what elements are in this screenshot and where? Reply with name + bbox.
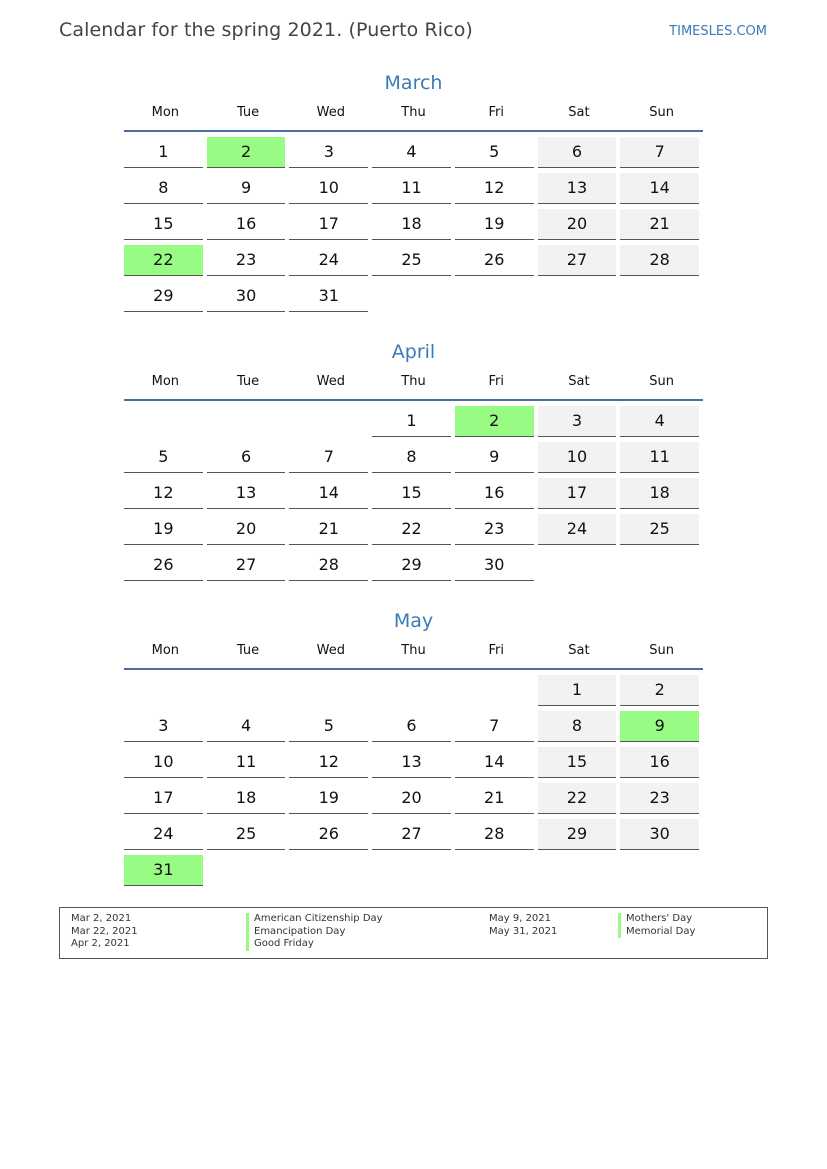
week-row: [124, 514, 703, 550]
day-cell: 1: [538, 675, 617, 706]
day-cell: 17: [538, 478, 617, 509]
legend-holiday-name: Mothers' Day: [618, 913, 695, 926]
day-cell: 24: [289, 245, 368, 276]
week-row: [124, 819, 703, 855]
day-cell: 28: [455, 819, 534, 850]
weeks-grid: [124, 670, 703, 891]
day-cell: 23: [455, 514, 534, 545]
day-cell: 22: [538, 783, 617, 814]
day-cell: 21: [620, 209, 699, 240]
weekday-label: Fri: [488, 374, 504, 389]
day-cell: 4: [372, 137, 451, 168]
day-cell: 16: [620, 747, 699, 778]
holiday-day-cell: 31: [124, 855, 203, 886]
month-name: March: [384, 72, 443, 94]
day-cell: 23: [207, 245, 286, 276]
day-cell: 15: [538, 747, 617, 778]
legend-date: May 31, 2021: [489, 925, 558, 937]
week-row: [124, 442, 703, 478]
weekday-label: Sun: [649, 643, 675, 658]
day-cell: 10: [289, 173, 368, 204]
empty-day-cell: [207, 406, 286, 436]
day-cell: 8: [124, 173, 203, 204]
weekday-label: Fri: [488, 643, 504, 658]
day-cell: 12: [124, 478, 203, 509]
day-cell: 11: [207, 747, 286, 778]
day-cell: 29: [124, 281, 203, 312]
week-row: [124, 281, 703, 317]
day-cell: 28: [289, 550, 368, 581]
empty-day-cell: [455, 855, 534, 885]
day-cell: 14: [620, 173, 699, 204]
legend-date: Mar 2, 2021: [71, 913, 132, 924]
weekday-label: Thu: [401, 105, 426, 120]
day-cell: 4: [620, 406, 699, 437]
day-cell: 16: [207, 209, 286, 240]
week-row: [124, 478, 703, 514]
day-cell: 5: [289, 711, 368, 742]
day-cell: 6: [538, 137, 617, 168]
holiday-day-cell: 22: [124, 245, 203, 276]
empty-day-cell: [538, 855, 617, 885]
day-cell: 9: [455, 442, 534, 473]
day-cell: 15: [372, 478, 451, 509]
site-link[interactable]: TIMESLES.COM: [669, 24, 767, 39]
weekday-label: Sat: [568, 374, 590, 389]
weekday-label: Thu: [401, 643, 426, 658]
day-cell: 25: [620, 514, 699, 545]
month-march: [124, 68, 703, 317]
weekday-label: Mon: [151, 643, 180, 658]
week-row: [124, 406, 703, 442]
empty-day-cell: [289, 406, 368, 436]
day-cell: 24: [538, 514, 617, 545]
day-cell: 8: [372, 442, 451, 473]
weekday-label: Sun: [649, 374, 675, 389]
day-cell: 31: [289, 281, 368, 312]
weekday-label: Fri: [488, 105, 504, 120]
week-row: [124, 173, 703, 209]
day-cell: 8: [538, 711, 617, 742]
day-cell: 19: [289, 783, 368, 814]
day-cell: 21: [455, 783, 534, 814]
legend-holiday-name: Good Friday: [246, 938, 383, 951]
holiday-day-cell: 9: [620, 711, 699, 742]
weekday-label: Sat: [568, 643, 590, 658]
weekday-header: [124, 105, 703, 132]
empty-day-cell: [372, 855, 451, 885]
page-title: Calendar for the spring 2021. (Puerto Rico): [59, 19, 473, 41]
empty-day-cell: [455, 675, 534, 705]
day-cell: 16: [455, 478, 534, 509]
week-row: [124, 747, 703, 783]
week-row: [124, 245, 703, 281]
weeks-grid: [124, 132, 703, 317]
day-cell: 9: [207, 173, 286, 204]
month-name: May: [393, 610, 434, 632]
day-cell: 29: [538, 819, 617, 850]
day-cell: 2: [620, 675, 699, 706]
day-cell: 6: [372, 711, 451, 742]
weekday-label: Tue: [236, 105, 260, 120]
day-cell: 17: [289, 209, 368, 240]
weekday-label: Sun: [649, 105, 675, 120]
day-cell: 3: [538, 406, 617, 437]
day-cell: 7: [620, 137, 699, 168]
week-row: [124, 209, 703, 245]
empty-day-cell: [455, 281, 534, 311]
day-cell: 18: [620, 478, 699, 509]
empty-day-cell: [207, 855, 286, 885]
day-cell: 25: [207, 819, 286, 850]
legend-date: May 9, 2021: [489, 913, 552, 924]
day-cell: 29: [372, 550, 451, 581]
day-cell: 30: [620, 819, 699, 850]
day-cell: 14: [289, 478, 368, 509]
weeks-grid: [124, 401, 703, 586]
day-cell: 1: [124, 137, 203, 168]
empty-day-cell: [620, 281, 699, 311]
day-cell: 25: [372, 245, 451, 276]
holiday-day-cell: 2: [455, 406, 534, 437]
holiday-day-cell: 2: [207, 137, 286, 168]
day-cell: 1: [372, 406, 451, 437]
legend-date: Apr 2, 2021: [71, 938, 130, 949]
empty-day-cell: [289, 855, 368, 885]
day-cell: 30: [455, 550, 534, 581]
day-cell: 5: [455, 137, 534, 168]
day-cell: 3: [289, 137, 368, 168]
day-cell: 18: [207, 783, 286, 814]
day-cell: 11: [372, 173, 451, 204]
legend-holiday-name: Emancipation Day: [246, 926, 383, 939]
week-row: [124, 783, 703, 819]
day-cell: 10: [124, 747, 203, 778]
weekday-label: Mon: [151, 374, 180, 389]
day-cell: 26: [455, 245, 534, 276]
legend-holiday-name: Memorial Day: [618, 926, 695, 939]
day-cell: 3: [124, 711, 203, 742]
weekday-label: Sat: [568, 105, 590, 120]
day-cell: 24: [124, 819, 203, 850]
empty-day-cell: [372, 281, 451, 311]
day-cell: 27: [207, 550, 286, 581]
day-cell: 5: [124, 442, 203, 473]
day-cell: 12: [455, 173, 534, 204]
month-name: April: [391, 341, 436, 363]
day-cell: 20: [538, 209, 617, 240]
day-cell: 27: [538, 245, 617, 276]
empty-day-cell: [620, 855, 699, 885]
day-cell: 14: [455, 747, 534, 778]
legend-holiday-name: American Citizenship Day: [246, 913, 383, 926]
day-cell: 4: [207, 711, 286, 742]
week-row: [124, 855, 703, 891]
weekday-header: [124, 374, 703, 401]
empty-day-cell: [372, 675, 451, 705]
day-cell: 27: [372, 819, 451, 850]
day-cell: 7: [455, 711, 534, 742]
weekday-label: Wed: [316, 105, 345, 120]
weekday-label: Wed: [316, 374, 345, 389]
month-april: [124, 337, 703, 586]
day-cell: 13: [207, 478, 286, 509]
weekday-label: Tue: [236, 643, 260, 658]
day-cell: 7: [289, 442, 368, 473]
empty-day-cell: [124, 675, 203, 705]
week-row: [124, 675, 703, 711]
weekday-label: Tue: [236, 374, 260, 389]
empty-day-cell: [124, 406, 203, 436]
day-cell: 26: [289, 819, 368, 850]
day-cell: 11: [620, 442, 699, 473]
day-cell: 23: [620, 783, 699, 814]
day-cell: 22: [372, 514, 451, 545]
day-cell: 18: [372, 209, 451, 240]
weekday-label: Wed: [316, 643, 345, 658]
empty-day-cell: [620, 550, 699, 580]
weekday-label: Thu: [401, 374, 426, 389]
day-cell: 30: [207, 281, 286, 312]
day-cell: 19: [124, 514, 203, 545]
day-cell: 26: [124, 550, 203, 581]
day-cell: 28: [620, 245, 699, 276]
day-cell: 15: [124, 209, 203, 240]
week-row: [124, 550, 703, 586]
day-cell: 12: [289, 747, 368, 778]
day-cell: 10: [538, 442, 617, 473]
day-cell: 19: [455, 209, 534, 240]
day-cell: 13: [538, 173, 617, 204]
legend-date: Mar 22, 2021: [71, 925, 138, 937]
day-cell: 21: [289, 514, 368, 545]
day-cell: 13: [372, 747, 451, 778]
empty-day-cell: [207, 675, 286, 705]
empty-day-cell: [538, 281, 617, 311]
empty-day-cell: [538, 550, 617, 580]
day-cell: 20: [207, 514, 286, 545]
week-row: [124, 711, 703, 747]
month-may: [124, 606, 703, 891]
week-row: [124, 137, 703, 173]
weekday-header: [124, 643, 703, 670]
day-cell: 17: [124, 783, 203, 814]
weekday-label: Mon: [151, 105, 180, 120]
empty-day-cell: [289, 675, 368, 705]
day-cell: 20: [372, 783, 451, 814]
holiday-legend: [59, 907, 768, 959]
day-cell: 6: [207, 442, 286, 473]
